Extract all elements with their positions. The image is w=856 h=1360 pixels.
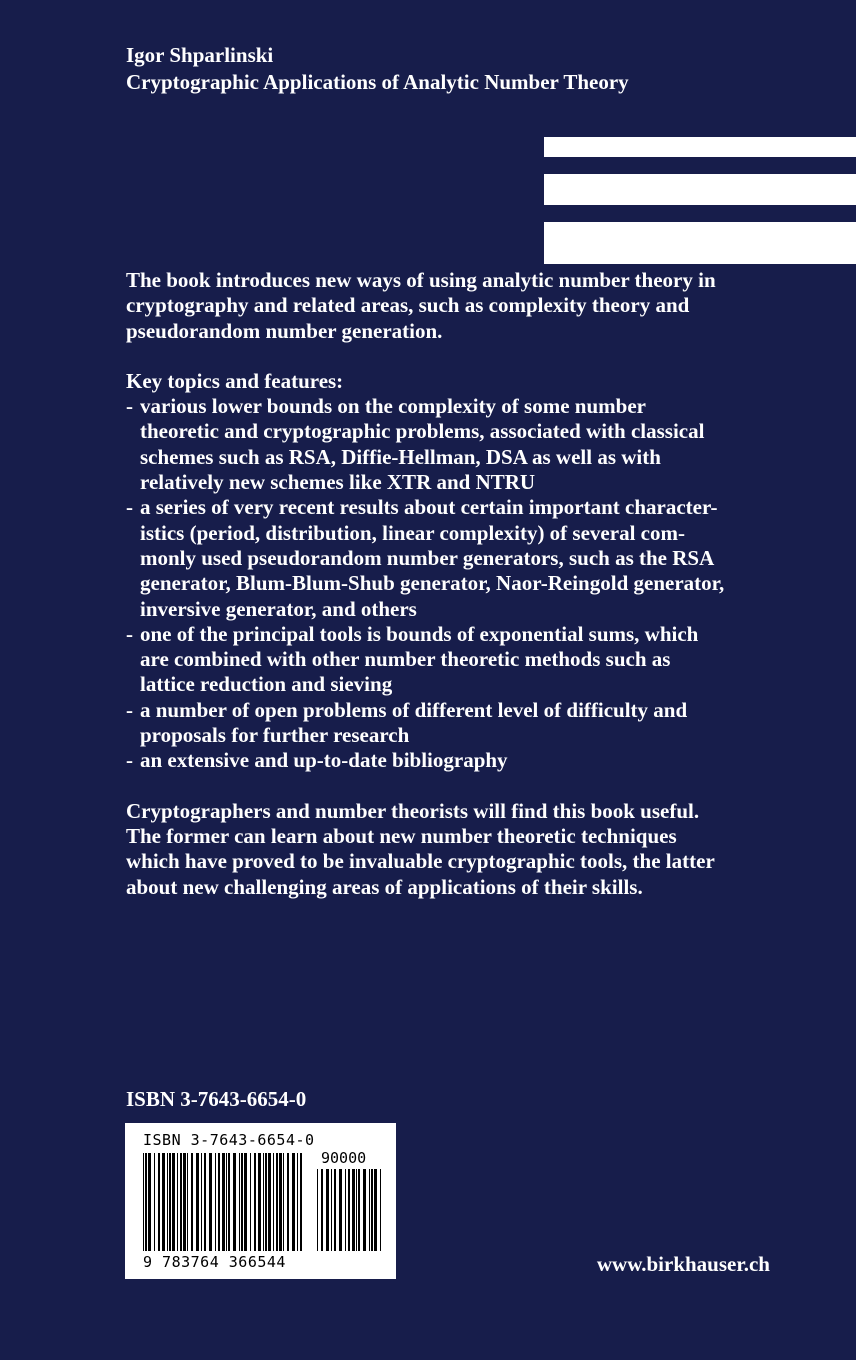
barcode-bar: [187, 1153, 188, 1251]
barcode-bar: [250, 1153, 251, 1251]
publisher-website: www.birkhauser.ch: [596, 1252, 770, 1276]
author-name: Igor Shparlinski: [126, 43, 274, 67]
text-line: generator, Blum-Blum-Shub generator, Naor-Reingold generator,: [140, 571, 725, 596]
text-line: about new challenging areas of applications of their skills.: [126, 874, 643, 899]
barcode-bar: [369, 1169, 370, 1251]
barcode-bar: [196, 1153, 199, 1251]
barcode-bar: [371, 1169, 373, 1251]
barcode-bar: [228, 1153, 230, 1251]
barcode-bar: [363, 1169, 366, 1251]
barcode-bar: [201, 1153, 202, 1251]
barcode-bar: [321, 1169, 323, 1251]
text-line: various lower bounds on the complexity of some number: [140, 394, 646, 419]
text-line: The former can learn about new number theoretic techniques: [126, 823, 677, 848]
bullet-dash: -: [126, 697, 133, 722]
text-line: relatively new schemes like XTR and NTRU: [140, 470, 536, 495]
text-line: pseudorandom number generation.: [126, 318, 443, 343]
decor-stripe-2: [544, 174, 856, 205]
text-line: theoretic and cryptographic problems, associated with classical: [140, 419, 705, 444]
barcode-number: 9 783764 366544: [143, 1253, 286, 1271]
barcode-bar: [167, 1153, 168, 1251]
key-topics-heading: Key topics and features:: [126, 368, 344, 393]
text-line: schemes such as RSA, Diffie-Hellman, DSA as well as with: [140, 444, 661, 469]
barcode-bar: [158, 1153, 160, 1251]
barcode-bar: [287, 1153, 289, 1251]
bullet-dash: -: [126, 748, 133, 773]
text-line: which have proved to be invaluable cryptographic tools, the latter: [126, 849, 715, 874]
book-title: Cryptographic Applications of Analytic Number Theory: [126, 70, 629, 94]
barcode-bar: [326, 1169, 329, 1251]
barcode-bar: [162, 1153, 165, 1251]
text-line: lattice reduction and sieving: [140, 672, 393, 697]
intro-paragraph: [126, 268, 786, 344]
bullet-item: [126, 748, 786, 773]
isbn-label: ISBN 3-7643-6654-0: [126, 1087, 307, 1111]
barcode-bar: [191, 1153, 193, 1251]
barcode-bar: [218, 1153, 220, 1251]
text-line: monly used pseudorandom number generators, such as the RSA: [140, 545, 715, 570]
text-line: proposals for further research: [140, 723, 410, 748]
text-line: an extensive and up-to-date bibliography: [140, 748, 508, 773]
barcode-bar: [279, 1153, 282, 1251]
barcode-bar: [297, 1153, 298, 1251]
text-line: cryptography and related areas, such as complexity theory and: [126, 293, 690, 318]
barcode-bar: [239, 1153, 240, 1251]
barcode-bar: [169, 1153, 171, 1251]
barcode-bar: [177, 1153, 178, 1251]
text-line: are combined with other number theoretic methods such as: [140, 647, 671, 672]
bullet-item: [126, 698, 786, 749]
text-line: one of the principal tools is bounds of exponential sums, which: [140, 621, 699, 646]
barcode-bar: [300, 1153, 302, 1251]
barcode-isbn-text: ISBN 3-7643-6654-0: [143, 1131, 315, 1149]
blurb: [126, 268, 786, 900]
barcode-bar: [331, 1169, 332, 1251]
barcode-bar: [292, 1153, 295, 1251]
barcode-bar: [339, 1169, 342, 1251]
text-line: inversive generator, and others: [140, 596, 417, 621]
barcode-bar: [183, 1153, 186, 1251]
barcode-bar: [154, 1153, 155, 1251]
barcode-bar: [226, 1153, 227, 1251]
barcode-bar: [356, 1169, 357, 1251]
barcode-bar: [209, 1153, 212, 1251]
text-line: istics (period, distribution, linear complexity) of several com-: [140, 520, 685, 545]
barcode-bar: [334, 1169, 336, 1251]
barcode-bar: [263, 1153, 264, 1251]
barcode-bar: [317, 1169, 318, 1251]
barcode-bar: [273, 1153, 274, 1251]
barcode-bar: [374, 1169, 377, 1251]
bullet-dash: -: [126, 621, 133, 646]
barcode-bar: [244, 1153, 247, 1251]
text-line: a series of very recent results about certain important character-: [140, 495, 718, 520]
book-header: [126, 42, 629, 96]
barcode-bar: [222, 1153, 225, 1251]
barcode-bar: [148, 1153, 151, 1251]
bullet-dash: -: [126, 394, 133, 419]
barcode-bar: [241, 1153, 243, 1251]
closing-paragraph: [126, 799, 786, 900]
text-line: a number of open problems of different level of difficulty and: [140, 697, 688, 722]
barcode-bar: [204, 1153, 206, 1251]
bullet-item: [126, 495, 786, 621]
barcode-bar: [276, 1153, 278, 1251]
barcode-bar: [258, 1153, 261, 1251]
barcode-bar: [180, 1153, 182, 1251]
barcode-bar: [215, 1153, 216, 1251]
barcode-bar: [348, 1169, 350, 1251]
text-line: The book introduces new ways of using analytic number theory in: [126, 268, 716, 292]
barcode-bar: [254, 1153, 256, 1251]
barcode-bar: [358, 1169, 360, 1251]
bullet-dash: -: [126, 495, 133, 520]
barcode-bar: [172, 1153, 175, 1251]
barcode-bar: [145, 1153, 147, 1251]
barcode: [125, 1123, 396, 1279]
barcode-bar: [233, 1153, 236, 1251]
barcode-bar: [143, 1153, 144, 1251]
text-line: Cryptographers and number theorists will find this book useful.: [126, 798, 700, 823]
barcode-bar: [352, 1169, 355, 1251]
barcode-bar: [345, 1169, 346, 1251]
bullet-item: [126, 394, 786, 495]
bullet-item: [126, 622, 786, 698]
barcode-bar: [283, 1153, 284, 1251]
decor-stripe-3: [544, 222, 856, 264]
decor-stripe-1: [544, 137, 856, 157]
barcode-bar: [380, 1169, 381, 1251]
barcode-bar: [265, 1153, 267, 1251]
barcode-bar: [268, 1153, 271, 1251]
barcode-price-code: 90000: [321, 1149, 367, 1167]
